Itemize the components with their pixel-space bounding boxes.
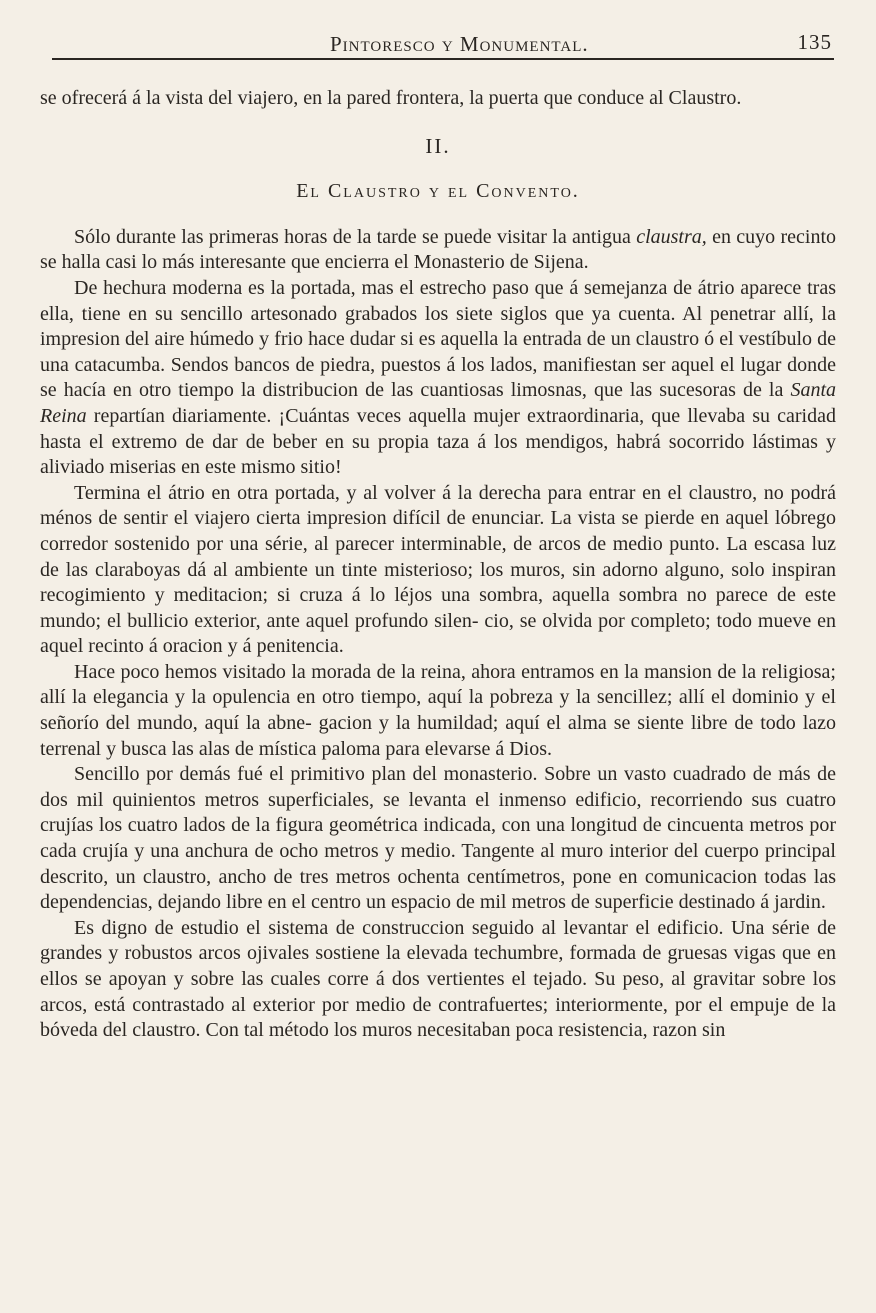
- page-body: [40, 86, 836, 1044]
- page-number: 135: [797, 30, 832, 54]
- paragraph-1-italic: claustra,: [636, 225, 707, 248]
- paragraph-3: Termina el átrio en otra portada, y al volver á la derecha para entrar en el claustro, no podrá ménos de sentir el viajero cierta impresion difícil de enunciar. La vista se pierde en aquel lóbrego corredor sostenido por una série, al parecer interminable, de arcos de medio punto. La escasa luz de las claraboyas dá al ambiente un tinte misterioso; los muros, sin adorno alguno, solo inspiran recogimiento y meditacion; si cruza á lo léjos una sombra, aquella sombra no parece de este mundo; el bullicio exterior, ante aquel profundo silen- cio, se olvida por completo; todo mueve en aquel recinto á oracion y á penitencia.: [40, 481, 836, 658]
- paragraph-2: [40, 276, 836, 481]
- running-head: [40, 28, 836, 58]
- header-rule: [52, 58, 834, 60]
- paragraph-2-text-b: repartían diariamente. ¡Cuántas veces aquella mujer extraordinaria, que llevaba su caridad hasta el extremo de dar de beber en su propia taza á los mendigos, habrá socorrido lástimas y aliviado miserias en este mismo sitio!: [40, 404, 836, 479]
- paragraph-5: Sencillo por demás fué el primitivo plan del monasterio. Sobre un vasto cuadrado de más de dos mil quinientos metros superficiales, se levanta el inmenso edificio, recorriendo sus cuatro crujías los cuatro lados de la figura geométrica indicada, con una longitud de cincuenta metros por cada crujía y una anchura de ocho metros y medio. Tangente al muro interior del cuerpo principal descrito, un claustro, ancho de tres metros ochenta centímetros, pone en comunicacion todas las dependencias, dejando libre en el centro un espacio de mil metros de superficie destinado á jardin.: [40, 763, 836, 914]
- paragraph-6: Es digno de estudio el sistema de construccion seguido al levantar el edificio. Una série de grandes y robustos arcos ojivales sostiene la elevada techumbre, formada de gruesas vigas que en ellos se apoyan y sobre las cuales corre á dos vertientes el tejado. Su peso, al gravitar sobre los arcos, está contrastado al exterior por medio de contrafuertes; interiormente, por el empuje de la bóveda del claustro. Con tal método los muros necesitaban poca resistencia, razon sin: [40, 916, 836, 1042]
- paragraph-1-text-b: en cuyo recinto se halla casi lo más interesante que encierra el Monasterio de Sijena.: [40, 225, 836, 274]
- paragraph-1-text-a: Sólo durante las primeras horas de la tarde se puede visitar la antigua: [74, 225, 637, 248]
- running-title: Pintoresco y Monumental.: [330, 32, 589, 56]
- paragraph-2-text-a: De hechura moderna es la portada, mas el estrecho paso que á semejanza de átrio aparece tras ella, tiene en su sencillo artesonado grabados los siete siglos que ya cuenta. Al penetrar allí, la impresion del aire húmedo y frio hace dudar si es aquella la entrada de un claustro ó el vestíbulo de una catacumba. Sendos bancos de piedra, puestos á los lados, manifiestan ser aquel el lugar donde se hacía en otro tiempo la distribucion de las cuantiosas limosnas, que las sucesoras de la: [40, 276, 836, 402]
- section-number: II.: [425, 133, 451, 158]
- paragraph-continued: se ofrecerá á la vista del viajero, en la pared frontera, la puerta que conduce al Claustro.: [40, 87, 742, 109]
- section-title: El Claustro y el Convento.: [296, 180, 580, 203]
- paragraph-4: Hace poco hemos visitado la morada de la reina, ahora entramos en la mansion de la religiosa; allí la elegancia y la opulencia en otro tiempo, aquí la pobreza y la sencillez; allí el dominio y el señorío del mundo, aquí la abne- gacion y la humildad; aquí el alma se siente libre de todo lazo terrenal y busca las alas de mística paloma para elevarse á Dios.: [40, 660, 836, 760]
- paragraph-2-italic: Santa Reina: [40, 379, 836, 427]
- paragraph-1: [40, 225, 836, 276]
